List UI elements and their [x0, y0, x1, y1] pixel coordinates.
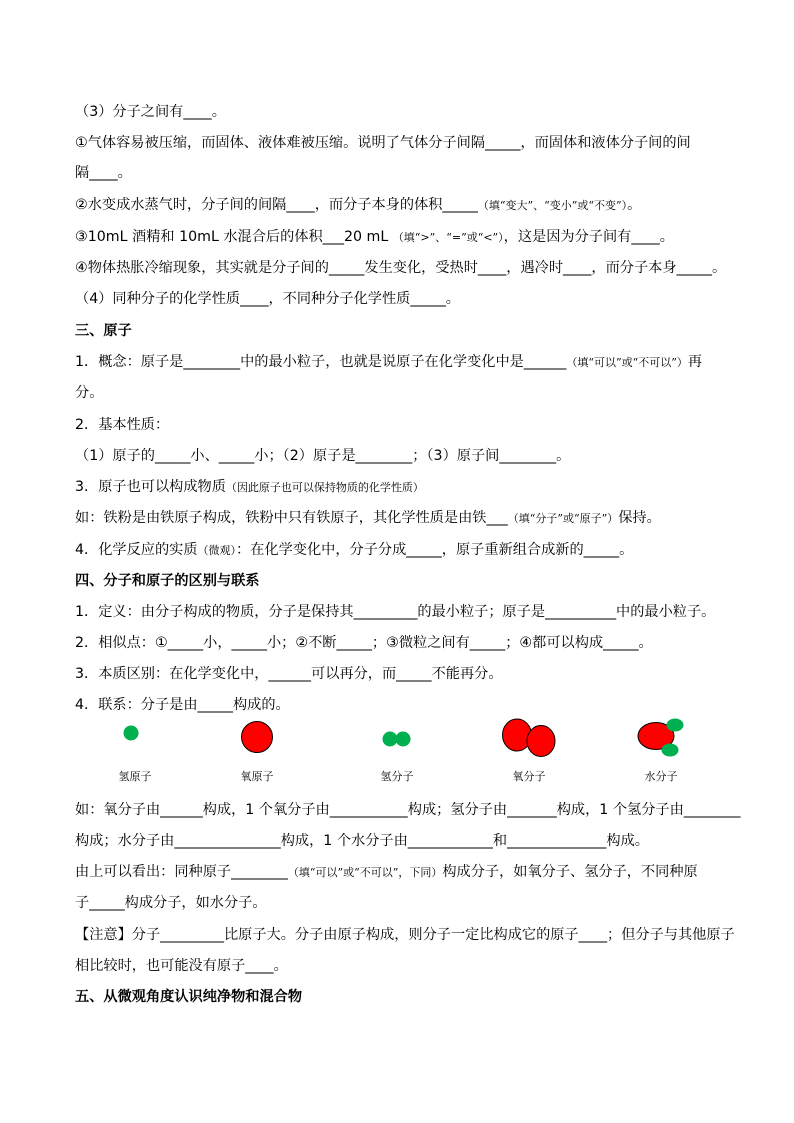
text-line-conclusion-cont: 子_____构成分子，如水分子。 [75, 895, 267, 911]
oxygen-atom-figure [207, 712, 307, 792]
hydrogen-atom-label: 氢原子 [118, 770, 152, 783]
hydrogen-atom-icon [85, 712, 185, 762]
text-line-atom-concept: 1．概念：原子是________中的最小粒子，也就是说原子在化学变化中是______（填“可以”或“不可以”）再 [75, 354, 703, 370]
text-line-similarities: 2．相似点：①_____小，_____小；②不断_____；③微粒之间有_____；④都可以构成_____。 [75, 635, 653, 651]
oxygen-molecule-figure [479, 712, 579, 792]
text-line-atom-properties: （1）原子的_____小、_____小；（2）原子是________；（3）原子间________。 [75, 448, 571, 464]
text-line-definition: 1．定义：由分子构成的物质，分子是保持其_________的最小粒子；原子是__________中的最小粒子。 [75, 604, 716, 620]
text-line-compressibility-cont: 隔____。 [75, 165, 132, 181]
text-line-iron-example: 如：铁粉是由铁原子构成，铁粉中只有铁原子，其化学性质是由铁___（填“分子”或“原子”）保持。 [75, 510, 661, 526]
water-molecule-figure [611, 712, 711, 792]
section-heading-atom: 三、原子 [75, 323, 132, 339]
oxygen-molecule-label: 氧分子 [512, 770, 546, 783]
text-line-examples-cont: 构成；水分子由_______________构成，1 个水分子由____________和______________构成。 [75, 833, 649, 849]
text-line-note: 【注意】分子_________比原子大。分子由原子构成，则分子一定比构成它的原子____；但分子与其他原子 [75, 927, 735, 943]
section-heading-molecule-vs-atom: 四、分子和原子的区别与联系 [75, 573, 260, 589]
particle-diagram [85, 712, 725, 792]
hydrogen-molecule-icon [347, 712, 447, 762]
text-line-essential-difference: 3．本质区别：在化学变化中，______可以再分，而_____不能再分。 [75, 666, 503, 682]
text-line-note-cont: 相比较时，也可能没有原子____。 [75, 958, 288, 974]
text-line-water-vapor: ②水变成水蒸气时，分子间的间隔____，而分子本身的体积_____（填“变大”、“变小”或“不变”）。 [75, 197, 642, 213]
text-line-conclusion: 由上可以看出：同种原子________（填“可以”或“不可以”，下同）构成分子，如氧分子、氢分子，不同种原 [75, 864, 698, 880]
text-line-intermolecular-space: （3）分子之间有____。 [75, 104, 226, 120]
oxygen-atom-label: 氧原子 [240, 770, 274, 783]
text-line-reaction-essence: 4．化学反应的实质（微观）：在化学变化中，分子分成_____，原子重新组合成新的_____。 [75, 542, 634, 558]
text-line-atoms-form-matter: 3．原子也可以构成物质（因此原子也可以保持物质的化学性质） [75, 479, 424, 495]
water-molecule-icon [611, 712, 711, 762]
hydrogen-molecule-label: 氢分子 [380, 770, 414, 783]
hydrogen-atom-figure [85, 712, 185, 792]
text-line-atom-concept-cont: 分。 [75, 385, 104, 401]
text-line-thermal-expansion: ④物体热胀冷缩现象，其实就是分子间的_____发生变化，受热时____，遇冷时____，而分子本身_____。 [75, 260, 727, 276]
text-line-basic-properties: 2．基本性质： [75, 417, 170, 433]
text-line-chemical-properties: （4）同种分子的化学性质____，不同种分子化学性质_____。 [75, 291, 460, 307]
hydrogen-molecule-figure [347, 712, 447, 792]
oxygen-atom-icon [207, 712, 307, 762]
text-line-compressibility: ①气体容易被压缩，而固体、液体难被压缩。说明了气体分子间隔_____，而固体和液体分子间的间 [75, 135, 691, 151]
water-molecule-label: 水分子 [644, 770, 678, 783]
oxygen-molecule-icon [479, 712, 579, 762]
section-heading-pure-mixture: 五、从微观角度认识纯净物和混合物 [75, 989, 303, 1005]
text-line-connection: 4．联系：分子是由_____构成的。 [75, 697, 290, 713]
text-line-examples: 如：氧分子由______构成，1 个氧分子由___________构成；氢分子由_______构成，1 个氢分子由________ [75, 802, 741, 818]
text-line-alcohol-water: ③10mL 酒精和 10mL 水混合后的体积___20 mL （填“>”、“=”或“<”），这是因为分子间有____。 [75, 229, 674, 245]
